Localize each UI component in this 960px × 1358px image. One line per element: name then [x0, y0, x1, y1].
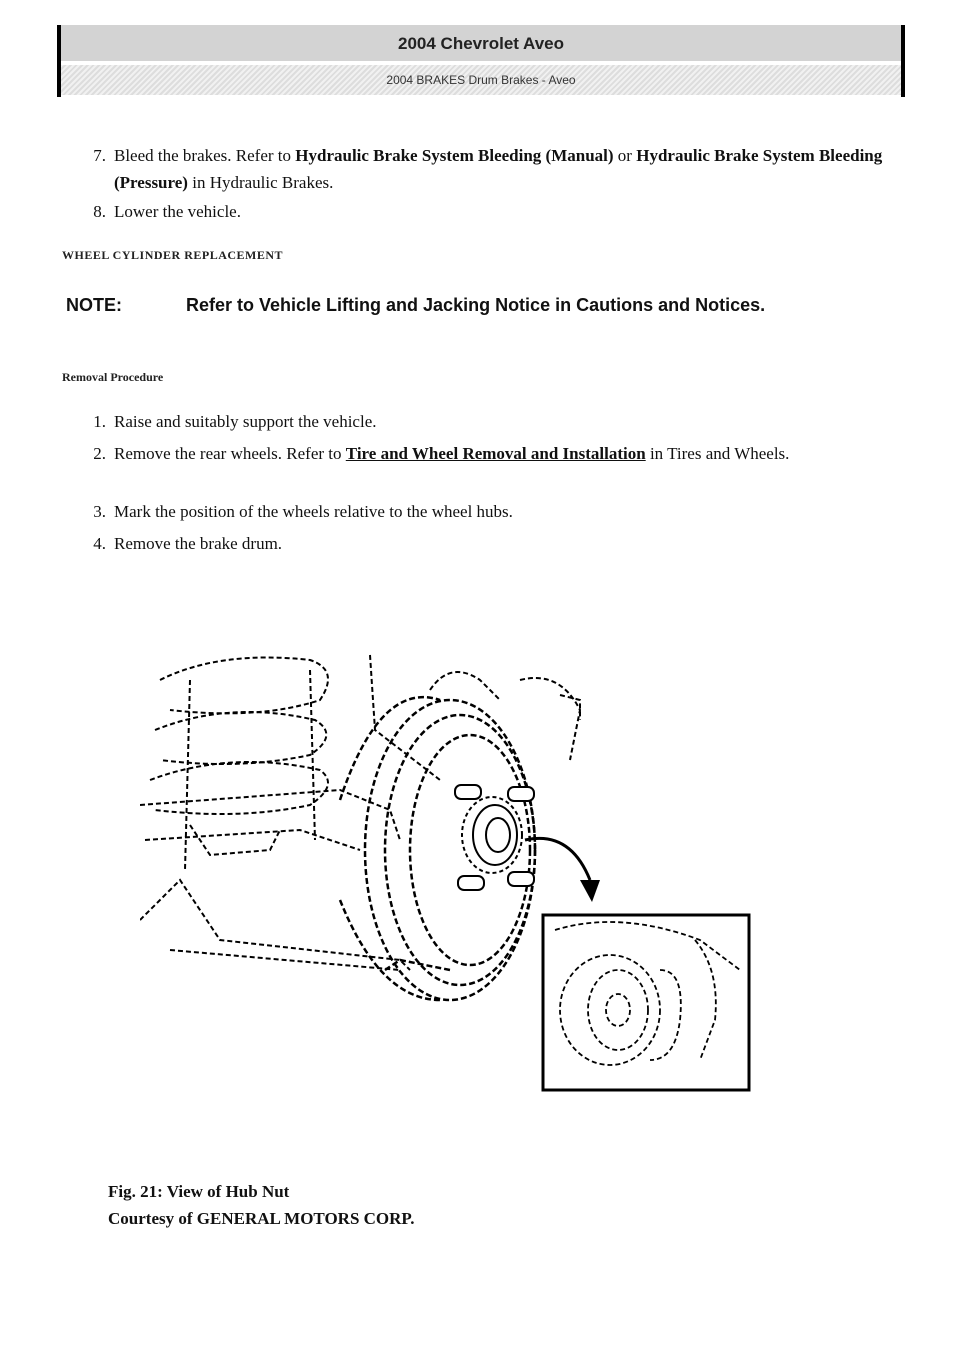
- step-text: Lower the vehicle.: [114, 202, 241, 221]
- section-title: WHEEL CYLINDER REPLACEMENT: [62, 248, 284, 262]
- step-number: 2.: [93, 444, 106, 463]
- subsection-title: Removal Procedure: [62, 370, 164, 384]
- page-header: [57, 25, 905, 97]
- step-text: Remove the brake drum.: [114, 534, 283, 553]
- step-number: 1.: [93, 412, 106, 431]
- note-label: NOTE:: [66, 295, 122, 315]
- step-text: Mark the position of the wheels relative to the wheel hubs.: [114, 502, 513, 521]
- link-bleeding-manual[interactable]: Hydraulic Brake System Bleeding (Manual): [295, 146, 614, 165]
- step-number: 8.: [93, 202, 106, 221]
- step-number: 7.: [93, 146, 106, 165]
- caption-title: Fig. 21: View of Hub Nut: [108, 1182, 290, 1201]
- list-item-step-2: 2. Remove the rear wheels. Refer to Tire and Wheel Removal and Installation in Tires and Wheels.: [62, 440, 912, 467]
- caption-credit: Courtesy of GENERAL MOTORS CORP.: [108, 1209, 415, 1228]
- document-subtitle: 2004 BRAKES Drum Brakes - Aveo: [61, 65, 901, 95]
- step-number: 3.: [93, 502, 106, 521]
- figure-caption: [108, 1178, 415, 1232]
- note-text: Refer to Vehicle Lifting and Jacking Notice in Cautions and Notices.: [186, 295, 766, 315]
- step-text: Raise and suitably support the vehicle.: [114, 412, 377, 431]
- arrow-icon: [580, 880, 600, 902]
- list-item-step-8: [62, 198, 912, 225]
- detail-inset: [543, 915, 749, 1090]
- list-item-step-4: [62, 530, 912, 557]
- brake-drum-illustration: [140, 640, 780, 1100]
- list-item-step-7: 7. Bleed the brakes. Refer to Hydraulic Brake System Bleeding (Manual) or Hydraulic Brake System Bleeding (Pressure) in Hydraulic Brakes.: [62, 142, 912, 196]
- list-item-step-1: [62, 408, 912, 435]
- link-tire-wheel[interactable]: Tire and Wheel Removal and Installation: [345, 444, 646, 463]
- step-number: 4.: [93, 534, 106, 553]
- list-item-step-3: [62, 498, 912, 525]
- document-title: 2004 Chevrolet Aveo: [61, 25, 901, 61]
- link-bleeding-pressure[interactable]: Hydraulic Brake System Bleeding (Pressure): [114, 146, 883, 192]
